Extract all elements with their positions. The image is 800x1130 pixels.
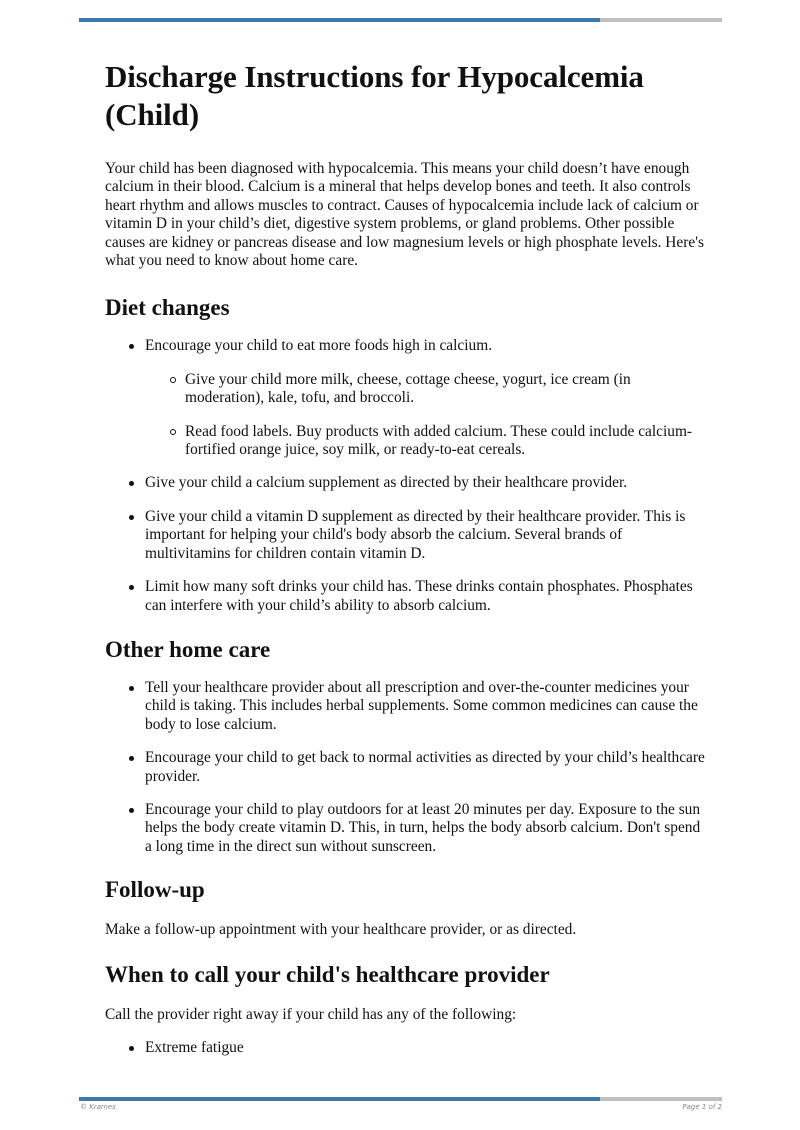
- list-item-text: Extreme fatigue: [145, 1038, 244, 1056]
- list-item-text: Encourage your child to play outdoors for at least 20 minutes per day. Exposure to the sun helps the body create vitamin D. This, in turn, helps the body absorb calcium. Don't spend a long time in the direct sun without sunscreen.: [145, 800, 701, 855]
- footer-copyright: © Krames: [80, 1103, 116, 1111]
- header-progress-fill: [79, 18, 600, 22]
- heading-follow-up: Follow-up: [105, 877, 205, 903]
- list-item: [105, 337, 705, 459]
- header-progress-bar: [79, 18, 722, 22]
- list-item: [105, 508, 705, 563]
- footer-progress-fill: [79, 1097, 600, 1101]
- circle-bullet-icon: [170, 377, 176, 383]
- list-item-text: Give your child a calcium supplement as directed by their healthcare provider.: [145, 474, 628, 492]
- heading-diet-changes: Diet changes: [105, 295, 230, 321]
- when-to-call-list: [105, 1039, 705, 1057]
- list-item: [105, 474, 705, 492]
- list-item-text: Limit how many soft drinks your child has. These drinks contain phosphates. Phosphates can interfere with your child’s ability to absorb calcium.: [145, 578, 693, 614]
- bullet-icon: [129, 481, 134, 486]
- document-body: [105, 52, 705, 1057]
- bullet-icon: [129, 808, 134, 813]
- diet-sublist: [145, 371, 705, 460]
- list-item: [105, 749, 705, 786]
- sublist-item: [105, 371, 705, 408]
- sublist-item: [105, 423, 705, 460]
- sublist-item-text: Read food labels. Buy products with added calcium. These could include calcium-fortified orange juice, soy milk, or ready-to-eat cereals.: [185, 422, 693, 459]
- bullet-icon: [129, 686, 134, 691]
- list-item: [105, 801, 705, 856]
- bullet-icon: [129, 515, 134, 520]
- follow-up-text: Make a follow-up appointment with your healthcare provider, or as directed.: [105, 921, 577, 939]
- footer-progress-bar: [79, 1097, 722, 1101]
- intro-paragraph: Your child has been diagnosed with hypocalcemia. This means your child doesn’t have enough calcium in their blood. Calcium is a mineral that helps develop bones and teeth. It also controls heart rhythm and allows muscles to contract. Causes of hypocalcemia include lack of calcium or vitamin D in your child’s diet, digestive system problems, or gland problems. Other possible causes are kidney or pancreas disease and low magnesium levels or high phosphate levels. Here's what you need to know about home care.: [105, 160, 704, 270]
- list-item: [105, 1039, 705, 1057]
- heading-other-home-care: Other home care: [105, 636, 271, 662]
- when-to-call-text: Call the provider right away if your child has any of the following:: [105, 1005, 517, 1023]
- list-item-text: Encourage your child to get back to normal activities as directed by your child’s healthcare provider.: [145, 749, 705, 785]
- home-care-list: [105, 679, 705, 856]
- list-item-text: Give your child a vitamin D supplement as directed by their healthcare provider. This is important for helping your child's body absorb the calcium. Several brands of multivitamins for children contain vitamin D.: [145, 507, 686, 562]
- page-title: Discharge Instructions for Hypocalcemia (Child): [105, 59, 644, 132]
- heading-when-to-call: When to call your child's healthcare provider: [105, 961, 550, 987]
- list-item-text: Tell your healthcare provider about all prescription and over-the-counter medicines your child is taking. This includes herbal supplements. Some common medicines can cause the body to lose calcium.: [145, 678, 698, 733]
- bullet-icon: [129, 344, 134, 349]
- bullet-icon: [129, 756, 134, 761]
- bullet-icon: [129, 1046, 134, 1051]
- list-item: [105, 578, 705, 615]
- list-item-text: Encourage your child to eat more foods high in calcium.: [145, 337, 493, 355]
- circle-bullet-icon: [170, 429, 176, 435]
- bullet-icon: [129, 585, 134, 590]
- diet-list: [105, 337, 705, 614]
- sublist-item-text: Give your child more milk, cheese, cottage cheese, yogurt, ice cream (in moderation), kale, tofu, and broccoli.: [185, 370, 631, 407]
- footer-page-number: Page 1 of 2: [682, 1103, 722, 1111]
- list-item: [105, 679, 705, 734]
